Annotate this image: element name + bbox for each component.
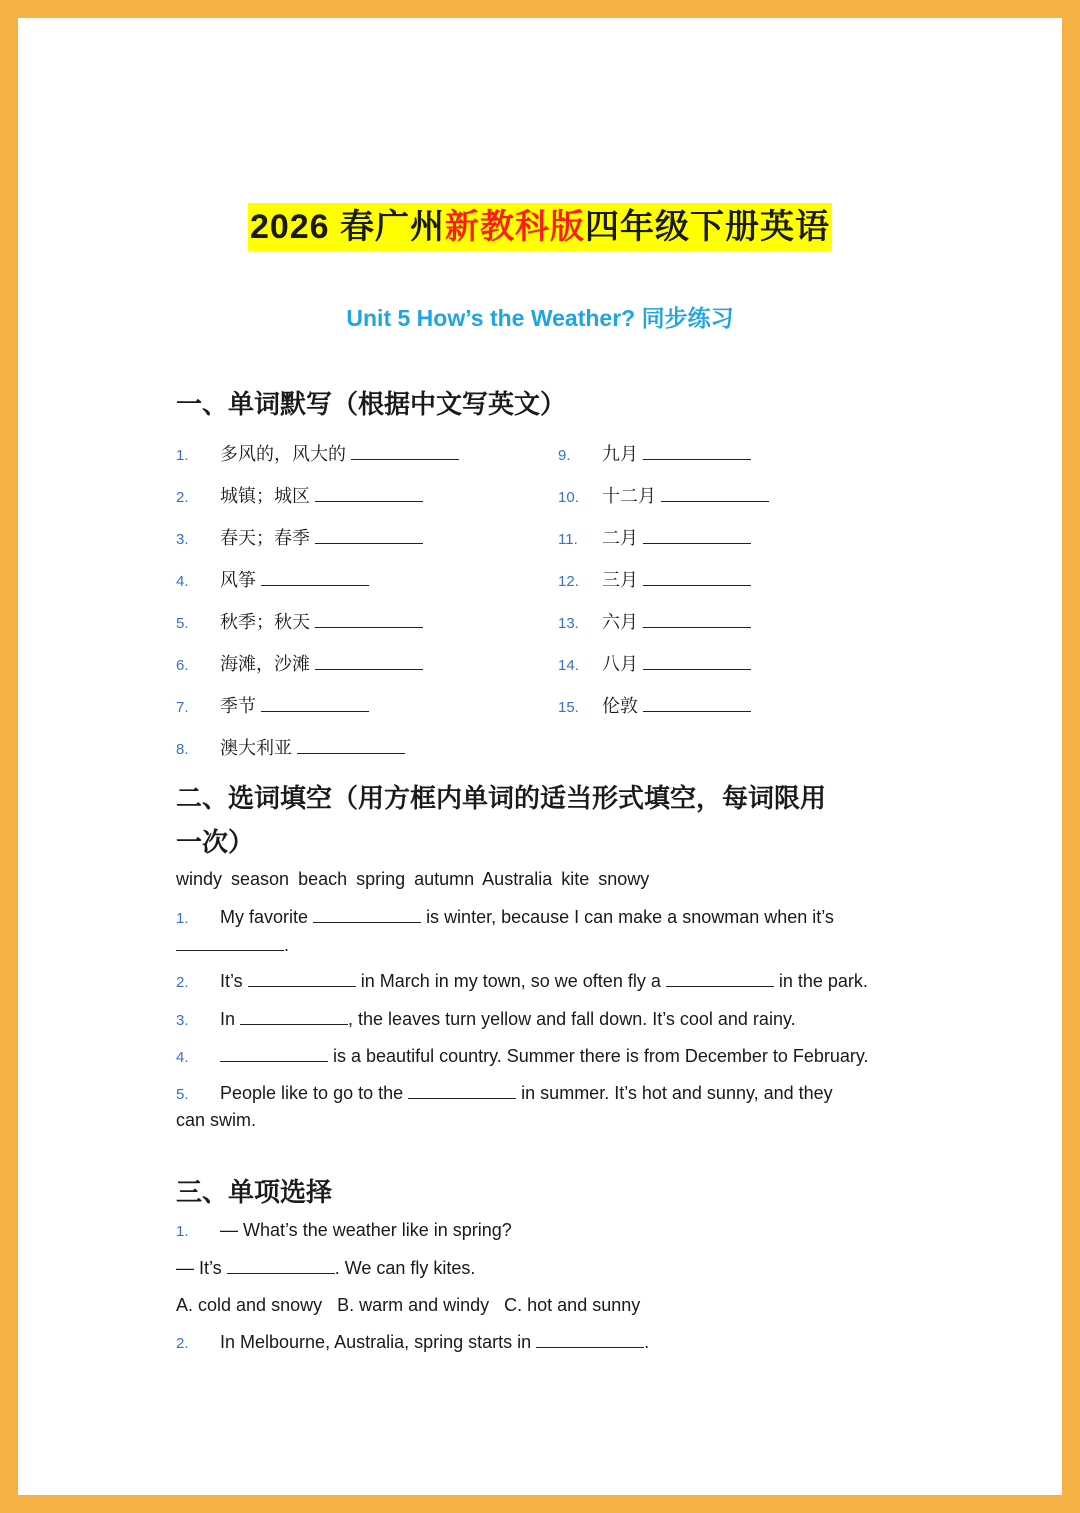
item-number: 8. xyxy=(176,741,189,758)
item-text: 二月 xyxy=(602,528,638,548)
item-text: My favorite xyxy=(220,907,309,927)
item-text: 九月 xyxy=(602,444,638,464)
answer-blank xyxy=(315,611,423,628)
item-number: 13. xyxy=(558,615,579,632)
list-item xyxy=(558,441,751,469)
answer-blank xyxy=(351,443,459,460)
item-number: 12. xyxy=(558,573,579,590)
section2-heading-line1: 二、选词填空（用方框内单词的适当形式填空，每词限用 xyxy=(176,783,827,813)
list-item-continuation xyxy=(176,1255,475,1281)
answer-options: A. cold and snowy B. warm and windy C. hot and sunny xyxy=(176,1295,641,1315)
item-number: 1. xyxy=(176,447,189,464)
item-text: In Melbourne, Australia, spring starts in xyxy=(220,1332,532,1352)
answer-blank xyxy=(408,1082,516,1099)
item-text: 秋季；秋天 xyxy=(220,612,310,632)
item-text: 城镇；城区 xyxy=(220,486,310,506)
list-item xyxy=(176,904,834,932)
item-number: 9. xyxy=(558,447,571,464)
answer-blank xyxy=(643,569,751,586)
item-number: 4. xyxy=(176,1049,189,1066)
item-text: — It’s xyxy=(176,1258,222,1278)
list-item xyxy=(176,693,369,721)
item-text: 三月 xyxy=(602,570,638,590)
list-item xyxy=(176,735,405,763)
subtitle: Unit 5 How’s the Weather? 同步练习 xyxy=(346,305,734,331)
item-number: 7. xyxy=(176,699,189,716)
item-text: 澳大利亚 xyxy=(220,738,292,758)
list-item xyxy=(558,609,751,637)
item-text: 八月 xyxy=(602,654,638,674)
item-text: 海滩，沙滩 xyxy=(220,654,310,674)
list-item xyxy=(558,483,769,511)
item-text: , the leaves turn yellow and fall down. It’s cool and rainy. xyxy=(348,1009,796,1029)
list-item xyxy=(176,1043,869,1071)
list-item xyxy=(558,693,751,721)
worksheet-page xyxy=(18,18,1062,1495)
list-item xyxy=(176,525,423,553)
item-number: 2. xyxy=(176,974,189,991)
answer-blank xyxy=(261,569,369,586)
item-number: 10. xyxy=(558,489,579,506)
page-title xyxy=(248,203,832,251)
item-number: 2. xyxy=(176,1335,189,1352)
list-item xyxy=(176,441,459,469)
item-number: 4. xyxy=(176,573,189,590)
list-item-continuation: can swim. xyxy=(176,1110,257,1130)
title-wrap xyxy=(18,203,1062,251)
item-number: 14. xyxy=(558,657,579,674)
title-post: 四年级下册英语 xyxy=(585,208,831,246)
list-item xyxy=(176,968,868,996)
section1-heading: 一、单词默写（根据中文写英文） xyxy=(176,389,567,419)
item-text: 六月 xyxy=(602,612,638,632)
list-item xyxy=(558,525,751,553)
item-text: 春天；春季 xyxy=(220,528,310,548)
item-text: 多风的，风大的 xyxy=(220,444,346,464)
list-item-continuation xyxy=(176,932,289,958)
section3-heading: 三、单项选择 xyxy=(176,1177,333,1207)
item-text: is winter, because I can make a snowman when it’s xyxy=(426,907,834,927)
item-number: 6. xyxy=(176,657,189,674)
answer-blank xyxy=(315,653,423,670)
item-text: 十二月 xyxy=(602,486,656,506)
answer-blank xyxy=(643,653,751,670)
list-item xyxy=(558,651,751,679)
item-number: 1. xyxy=(176,1223,189,1240)
item-text: People like to go to the xyxy=(220,1083,404,1103)
answer-blank xyxy=(315,485,423,502)
answer-blank xyxy=(248,970,356,987)
item-text: In xyxy=(220,1009,236,1029)
item-text: . xyxy=(644,1332,650,1352)
item-number: 3. xyxy=(176,1012,189,1029)
answer-blank xyxy=(536,1331,644,1348)
item-number: 3. xyxy=(176,531,189,548)
answer-blank xyxy=(227,1257,335,1274)
list-item xyxy=(176,1006,796,1034)
item-text: . We can fly kites. xyxy=(334,1258,476,1278)
item-text: — What’s the weather like in spring? xyxy=(220,1220,512,1240)
answer-blank xyxy=(240,1008,348,1025)
answer-blank xyxy=(643,695,751,712)
list-item xyxy=(558,567,751,595)
item-number: 5. xyxy=(176,1086,189,1103)
answer-blank xyxy=(315,527,423,544)
item-text: 季节 xyxy=(220,696,256,716)
item-text: . xyxy=(284,935,290,955)
answer-blank xyxy=(643,611,751,628)
list-item xyxy=(176,651,423,679)
item-number: 2. xyxy=(176,489,189,506)
answer-blank xyxy=(661,485,769,502)
list-item xyxy=(176,483,423,511)
list-item xyxy=(176,1080,833,1108)
item-text: It’s xyxy=(220,971,243,991)
answer-blank xyxy=(643,443,751,460)
answer-blank xyxy=(220,1045,328,1062)
item-text: in summer. It’s hot and sunny, and they xyxy=(521,1083,833,1103)
title-highlight: 新教科版 xyxy=(445,208,586,246)
answer-blank xyxy=(643,527,751,544)
item-number: 15. xyxy=(558,699,579,716)
list-item xyxy=(176,1329,649,1357)
answer-blank xyxy=(297,737,405,754)
answer-blank xyxy=(176,934,284,951)
item-text: is a beautiful country. Summer there is from December to February. xyxy=(333,1046,869,1066)
answer-blank xyxy=(666,970,774,987)
item-text: 伦敦 xyxy=(602,696,638,716)
answer-blank xyxy=(261,695,369,712)
list-item xyxy=(176,609,423,637)
item-number: 11. xyxy=(558,531,578,548)
item-text: in the park. xyxy=(778,971,868,991)
item-number: 5. xyxy=(176,615,189,632)
answer-blank xyxy=(313,906,421,923)
item-number: 1. xyxy=(176,910,189,927)
list-item xyxy=(176,1217,512,1245)
item-text: 风筝 xyxy=(220,570,256,590)
item-text: in March in my town, so we often fly a xyxy=(360,971,661,991)
section2-heading xyxy=(176,776,916,864)
list-item xyxy=(176,567,369,595)
word-bank: windy season beach spring autumn Australia kite snowy xyxy=(176,869,650,889)
title-pre: 2026 春广州 xyxy=(249,208,446,246)
section2-heading-line2: 一次） xyxy=(176,827,255,857)
